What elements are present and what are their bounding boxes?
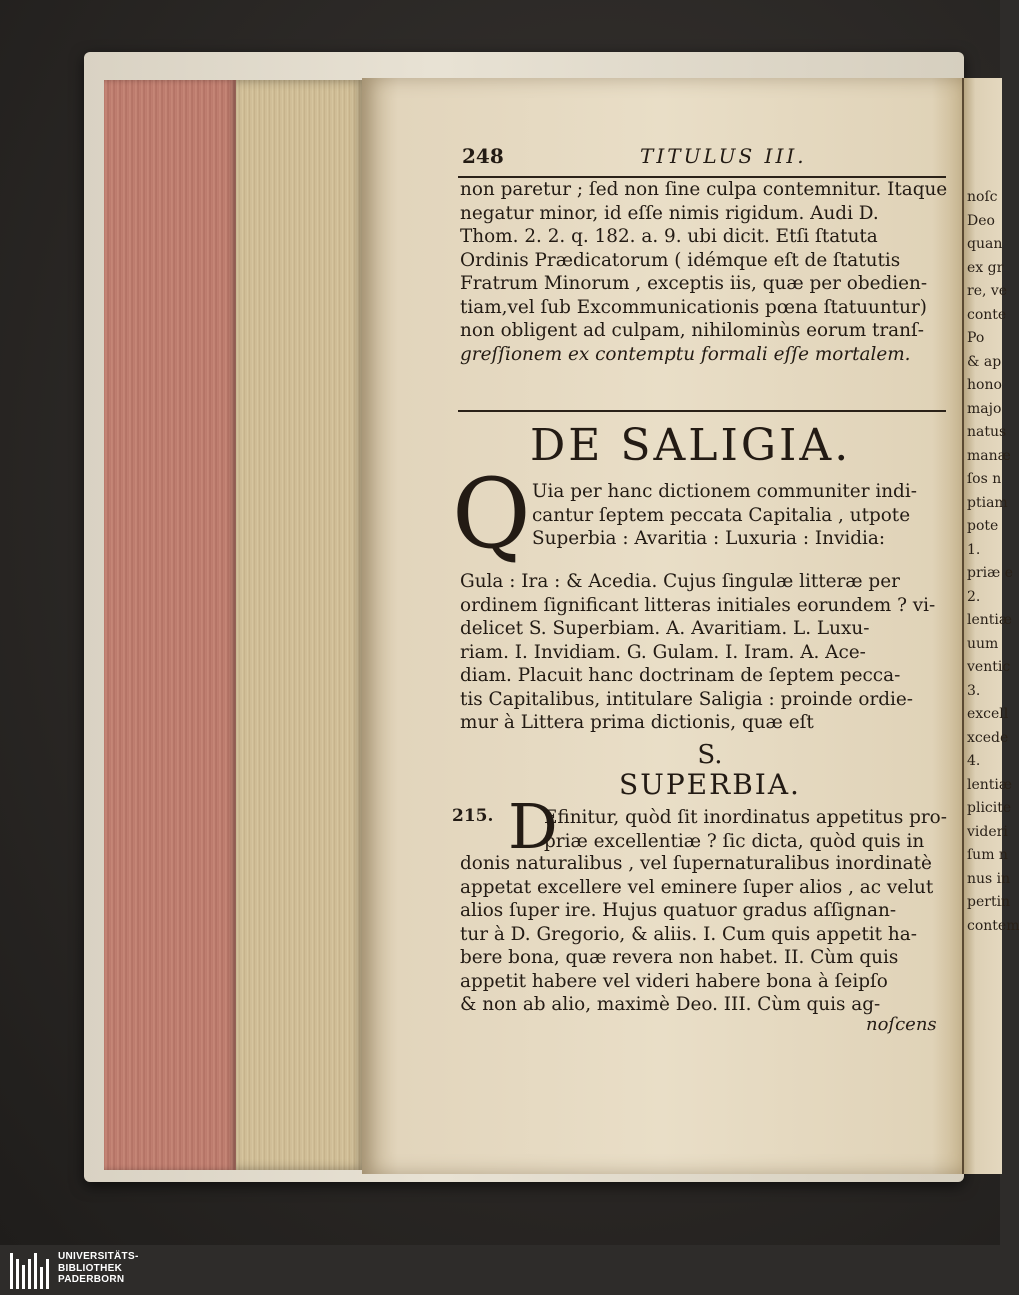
saligia-text [460,570,952,735]
next-page-fragment: quan [967,236,1003,252]
text-line: Ordinis Prædicatorum ( idémque eſt de ſtatutis [460,249,901,271]
text-line: Efinitur, quòd ſit inordinatus appetitus pro- [544,807,947,828]
library-logo-icon [10,1253,50,1289]
next-page-fragments [964,186,1019,938]
text-line: Superbia : Avaritia : Luxuria : Invidia: [532,528,886,549]
text-line: tis Capitalibus, intitulare Saligia : proinde ordie- [460,688,914,710]
next-page-fragment: uum [967,635,999,652]
text-line: donis naturalibus , vel ſupernaturalibus inordinatè [460,853,932,874]
next-page-fragment: re, ve [967,283,1008,299]
intro-text [460,178,952,366]
next-page-edge [962,78,1019,1174]
next-page-fragment: ventic [967,659,1011,675]
text-line: appetit habere vel videri habere bona à ſeipſo [460,970,888,992]
running-title: TITULUS III. [640,144,807,168]
page-edges-red [104,80,236,1170]
next-page-fragment: lentiæ [967,776,1013,793]
next-page-fragment: lentiæ [967,612,1013,628]
text-line: delicet S. Superbiam. A. Avaritiam. L. Luxu- [460,618,870,639]
saligia-indented [532,480,952,551]
next-page-fragment: Po [967,330,985,346]
text-line: Thom. 2. 2. q. 182. a. 9. ubi dicit. Etſi ſtatuta [460,226,878,247]
text-line: alios ſuper ire. Hujus quatuor gradus aſſignan- [460,900,897,921]
text-line: non paretur ; ſed non ſine culpa contemnitur. Itaque [460,179,948,200]
next-page-fragment: plicite [967,800,1012,816]
next-page-fragment: ſos n [967,471,1002,487]
next-page-fragment: 4. [967,753,981,769]
next-page-fragment: & ap [967,353,1002,370]
paragraph-number: 215. [452,806,494,826]
next-page-fragment: ptiam [967,494,1008,511]
text-line: & non ab alio, maximè Deo. III. Cùm quis ag- [460,994,881,1015]
next-page-fragment: priæ e [967,565,1014,581]
next-page-fragment: 2. [967,588,981,605]
next-page-fragment: 3. [967,682,981,699]
logo-line: BIBLIOTHEK [58,1262,123,1274]
next-page-fragment: contem [967,917,1019,934]
text-line: ordinem ſignificant litteras initiales eorundem ? vi- [460,594,936,616]
text-line: riam. I. Invidiam. G. Gulam. I. Iram. A. Ace- [460,641,866,663]
page-number: 248 [462,144,504,168]
next-page-fragment: xcede [967,729,1009,746]
text-line: mur à Littera prima dictionis, quæ eſt [460,712,814,733]
next-page-fragment: nus in [967,870,1011,887]
next-page-fragment: pote [967,518,999,534]
next-page-fragment: Deo [967,212,995,229]
next-page-fragment: videri [967,823,1008,840]
section-rule [458,410,946,412]
text-line: priæ excellentiæ ? ſic dicta, quòd quis in [544,830,925,852]
text-line: cantur ſeptem peccata Capitalia , utpote [532,504,911,526]
next-page-fragment: hono [967,377,1002,393]
text-line: Gula : Ira : & Acedia. Cujus ſingulæ litteræ per [460,571,900,592]
text-line: bere bona, quæ revera non habet. II. Cùm quis [460,947,899,968]
text-line: non obligent ad culpam, nihilominùs eorum tranſ- [460,320,925,341]
next-page-fragment: ſum n [967,847,1008,863]
next-page-fragment: 1. [967,541,981,558]
drop-cap-d: D [508,790,558,863]
next-page-fragment: majo [967,400,1002,417]
next-page-fragment: conte [967,306,1007,323]
superbia-indented [544,806,954,853]
section-heading: DE SALIGIA. [530,420,852,471]
subheading: SUPERBIA. [619,768,801,801]
next-page-fragment: pertin [967,894,1011,910]
library-logo-text [58,1251,139,1286]
drop-cap-q: Q [452,458,531,570]
catchword: noſcens [866,1014,937,1035]
next-page-fragment: excell [967,706,1009,722]
next-page-fragment: noſc [967,189,998,205]
text-line: negatur minor, id eſſe nimis rigidum. Audi D. [460,202,879,224]
text-line: Fratrum Minorum , exceptis iis, quæ per obedien- [460,273,928,294]
text-line: greſſionem ex contemptu formali eſſe mortalem. [460,343,911,365]
superbia-text [460,852,952,1017]
page-edges-paper [236,80,366,1170]
logo-line: UNIVERSITÄTS- [58,1251,139,1262]
text-line: appetat excellere vel eminere ſuper alios , ac velut [460,876,934,898]
text-line: tur à D. Gregorio, & aliis. I. Cum quis appetit ha- [460,923,917,945]
next-page-fragment: ex gr [967,259,1004,276]
logo-line: PADERBORN [58,1274,125,1285]
next-page-fragment: natus [967,424,1007,440]
text-line: diam. Placuit hanc doctrinam de ſeptem pecca- [460,665,901,686]
text-line: Uia per hanc dictionem communiter indi- [532,481,917,502]
letter-heading: S. [697,740,723,770]
footer-bar [0,1245,1000,1295]
text-line: tiam,vel ſub Excommunicationis pœna ſtatuuntur) [460,296,927,318]
running-head [462,144,952,174]
next-page-fragment: manæ [967,447,1011,464]
